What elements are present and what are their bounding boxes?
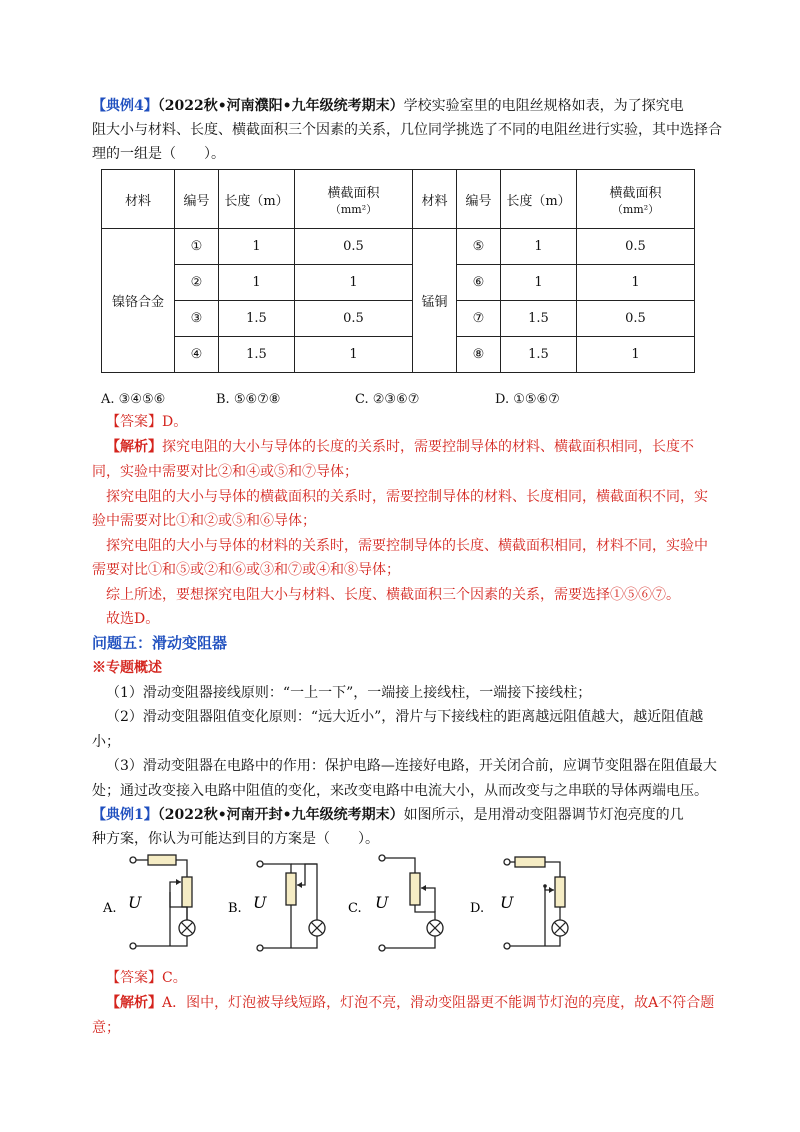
section-title: 问题五：滑动变阻器 — [92, 634, 228, 652]
analysis4-line3: 探究电阻的大小与导体的横截面积的关系时，需要控制导体的材料、长度相同，横截面积不同，实 — [106, 489, 708, 505]
header-area-right-unit: （mm²） — [611, 202, 660, 216]
example4-tag: 【典例4】 — [92, 98, 158, 114]
circuit-b — [228, 861, 325, 951]
rheostat — [182, 877, 192, 907]
analysis1-l1b: A．图中，灯泡被导线短路，灯泡不亮，滑动变阻器更不能调节灯泡的亮度，故A不符合题 — [162, 995, 715, 1011]
example4-source: （2022秋•河南濮阳•九年级统考期末） — [157, 98, 404, 114]
header-area-unit: （mm²） — [329, 202, 378, 216]
rheostat — [410, 873, 420, 905]
terminal — [130, 857, 136, 863]
cell-length: 1 — [501, 265, 577, 301]
terminal — [257, 861, 263, 867]
table-row — [102, 265, 695, 301]
table-row — [102, 301, 695, 337]
cell-area: 1 — [577, 265, 695, 301]
header-length-right: 长度（m） — [501, 170, 577, 229]
example1-source: （2022秋•河南开封•九年级统考期末） — [157, 807, 404, 823]
analysis4-l1b: 探究电阻的大小与导体的长度的关系时，需要控制导体的材料、横截面积相同，长度不 — [162, 439, 694, 455]
cell-id: ⑧ — [457, 337, 501, 373]
cell-area: 1 — [295, 337, 413, 373]
section-p3a: （3）滑动变阻器在电路中的作用：保护电路—连接好电路，开关闭合前，应调节变阻器在阻值最大 — [106, 758, 717, 774]
rheostat — [555, 877, 565, 907]
circuit-b-voltage: U — [253, 893, 267, 912]
example1-tag: 【典例1】 — [92, 807, 158, 823]
option-c: C. ②③⑥⑦ — [355, 392, 420, 407]
section-overview: ※专题概述 — [92, 660, 162, 676]
terminal — [130, 943, 136, 949]
example4-stem-line1 — [92, 95, 684, 117]
cell-area: 0.5 — [295, 229, 413, 265]
example1-stem-line1 — [92, 804, 684, 826]
circuit-c-voltage: U — [375, 893, 389, 912]
analysis-tag: 【解析】 — [106, 995, 162, 1011]
cell-length: 1.5 — [501, 337, 577, 373]
example1-answer: 【答案】C。 — [106, 970, 187, 986]
resistance-wire-table — [101, 169, 695, 373]
header-material: 材料 — [102, 170, 175, 229]
section-p2a: （2）滑动变阻器阻值变化原则：“远大近小”，滑片与下接线柱的距离越远阻值越大，越近阻值越 — [106, 709, 704, 725]
cell-area: 0.5 — [577, 301, 695, 337]
section-p1: （1）滑动变阻器接线原则：“一上一下”，一端接上接线柱，一端接下接线柱； — [106, 685, 592, 701]
terminal — [257, 945, 263, 951]
option-b: B. ⑤⑥⑦⑧ — [216, 392, 281, 407]
analysis1-line1 — [106, 992, 714, 1014]
circuit-a-voltage: U — [128, 893, 142, 912]
cell-id: ⑦ — [457, 301, 501, 337]
table-row — [102, 229, 695, 265]
circuit-d — [470, 857, 568, 949]
material-manganin: 锰铜 — [413, 229, 457, 373]
cell-length: 1 — [219, 229, 295, 265]
header-id-right: 编号 — [457, 170, 501, 229]
header-area — [295, 170, 413, 229]
example1-stem1: 如图所示，是用滑动变阻器调节灯泡亮度的几 — [403, 807, 684, 823]
analysis4-line5: 探究电阻的大小与导体的材料的关系时，需要控制导体的长度、横截面积相同，材料不同，实验中 — [106, 538, 708, 554]
cell-area: 1 — [577, 337, 695, 373]
cell-id: ① — [175, 229, 219, 265]
analysis4-line1 — [106, 436, 694, 458]
cell-id: ④ — [175, 337, 219, 373]
header-area-right — [577, 170, 695, 229]
analysis1-line2: 意； — [92, 1020, 120, 1036]
header-area-right-label: 横截面积 — [609, 185, 662, 201]
analysis4-line2: 同，实验中需要对比②和④或⑤和⑦导体； — [92, 464, 358, 480]
circuit-d-label: D. — [470, 901, 485, 916]
circuit-a-label: A. — [103, 901, 117, 916]
header-length: 长度（m） — [219, 170, 295, 229]
cell-id: ⑥ — [457, 265, 501, 301]
table-row — [102, 337, 695, 373]
circuit-diagrams — [95, 850, 775, 960]
analysis4-line7: 综上所述，要想探究电阻大小与材料、长度、横截面积三个因素的关系，需要选择①⑤⑥⑦。 — [106, 587, 680, 603]
rheostat — [286, 873, 296, 905]
example4-stem-line3: 理的一组是（ ）。 — [92, 146, 225, 162]
header-area-label: 横截面积 — [327, 185, 380, 201]
section-p2b: 小； — [92, 734, 120, 750]
cell-length: 1.5 — [219, 301, 295, 337]
cell-length: 1.5 — [219, 337, 295, 373]
fixed-resistor — [148, 855, 176, 865]
analysis4-line4: 验中需要对比①和②或⑤和⑥导体； — [92, 513, 316, 529]
cell-length: 1.5 — [501, 301, 577, 337]
example1-stem-line2: 种方案，你认为可能达到目的方案是（ ）。 — [92, 831, 379, 847]
circuit-c-label: C. — [348, 901, 362, 916]
terminal — [504, 943, 510, 949]
header-material-right: 材料 — [413, 170, 457, 229]
analysis-tag: 【解析】 — [106, 439, 162, 455]
terminal — [379, 945, 385, 951]
cell-id: ③ — [175, 301, 219, 337]
example4-stem1: 学校实验室里的电阻丝规格如表，为了探究电 — [403, 98, 684, 114]
cell-area: 0.5 — [577, 229, 695, 265]
option-d: D. ①⑤⑥⑦ — [495, 392, 560, 407]
analysis4-line8: 故选D。 — [106, 611, 160, 627]
circuit-d-voltage: U — [500, 893, 514, 912]
section-p3b: 处；通过改变接入电路中阻值的变化，来改变电路中电流大小，从而改变与之串联的导体两端电压。 — [92, 783, 708, 799]
example4-stem-line2: 阻大小与材料、长度、横截面积三个因素的关系，几位同学挑选了不同的电阻丝进行实验，其中选择合 — [92, 122, 722, 138]
fixed-resistor — [515, 857, 545, 867]
header-id: 编号 — [175, 170, 219, 229]
option-a: A. ③④⑤⑥ — [101, 392, 166, 407]
cell-length: 1 — [501, 229, 577, 265]
terminal — [379, 855, 385, 861]
cell-length: 1 — [219, 265, 295, 301]
circuit-c — [348, 855, 443, 951]
cell-area: 0.5 — [295, 301, 413, 337]
circuit-b-label: B. — [228, 901, 242, 916]
cell-area: 1 — [295, 265, 413, 301]
cell-id: ② — [175, 265, 219, 301]
circuit-a — [102, 855, 195, 949]
material-nichrome: 镍铬合金 — [102, 229, 175, 373]
table-header-row — [102, 170, 695, 229]
cell-id: ⑤ — [457, 229, 501, 265]
analysis4-line6: 需要对比①和⑤或②和⑥或③和⑦或④和⑧导体； — [92, 562, 400, 578]
terminal — [504, 859, 510, 865]
example4-answer: 【答案】D。 — [106, 414, 188, 430]
